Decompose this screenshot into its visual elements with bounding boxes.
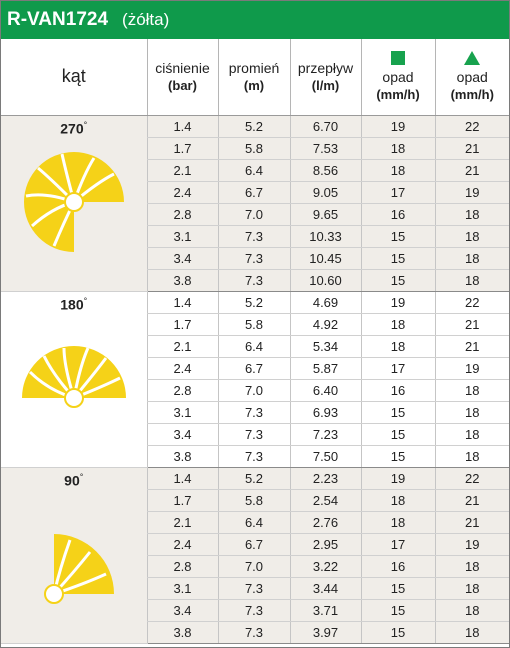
precip-triangle-cell: 21 <box>435 335 509 357</box>
precip-triangle-cell: 22 <box>435 115 509 137</box>
precip-square-cell: 15 <box>361 577 435 599</box>
pressure-cell: 2.8 <box>147 555 218 577</box>
radius-cell: 7.3 <box>218 225 290 247</box>
precip-triangle-cell: 18 <box>435 247 509 269</box>
precip-triangle-cell: 18 <box>435 379 509 401</box>
degree-symbol: ° <box>79 471 84 482</box>
radius-cell: 7.3 <box>218 445 290 467</box>
precip-triangle-cell: 21 <box>435 511 509 533</box>
radius-cell: 7.3 <box>218 577 290 599</box>
header-precip-square-label: opad <box>382 69 414 86</box>
radius-cell: 7.0 <box>218 555 290 577</box>
flow-cell: 3.71 <box>290 599 361 621</box>
header-precip-square-unit: (mm/h) <box>376 87 420 103</box>
degree-symbol: ° <box>83 295 88 306</box>
precip-square-cell: 18 <box>361 159 435 181</box>
pressure-cell: 3.8 <box>147 445 218 467</box>
pressure-cell: 1.7 <box>147 489 218 511</box>
radius-cell: 7.0 <box>218 203 290 225</box>
flow-cell: 2.23 <box>290 467 361 489</box>
precip-square-cell: 15 <box>361 401 435 423</box>
angle-cell <box>1 291 147 467</box>
flow-cell: 10.33 <box>290 225 361 247</box>
pressure-cell: 2.4 <box>147 357 218 379</box>
angle-cell <box>1 467 147 643</box>
pressure-cell: 1.4 <box>147 467 218 489</box>
radius-cell: 5.8 <box>218 313 290 335</box>
header-radius <box>218 39 290 115</box>
angle-label <box>1 472 147 489</box>
flow-cell: 2.54 <box>290 489 361 511</box>
table-body <box>1 115 509 643</box>
precip-square-cell: 18 <box>361 335 435 357</box>
angle-value: 270 <box>60 120 84 137</box>
degree-symbol: ° <box>83 119 88 130</box>
flow-cell: 3.97 <box>290 621 361 643</box>
flow-cell: 10.60 <box>290 269 361 291</box>
precip-square-cell: 15 <box>361 247 435 269</box>
radius-cell: 6.4 <box>218 335 290 357</box>
radius-cell: 5.2 <box>218 467 290 489</box>
angle-cell <box>1 115 147 291</box>
flow-cell: 4.92 <box>290 313 361 335</box>
table-row <box>1 467 509 489</box>
angle-label <box>1 296 147 313</box>
header-angle: kąt <box>1 39 147 115</box>
pressure-cell: 2.4 <box>147 533 218 555</box>
pressure-cell: 1.7 <box>147 313 218 335</box>
header-pressure-unit: (bar) <box>168 78 197 94</box>
precip-triangle-cell: 22 <box>435 467 509 489</box>
precip-triangle-cell: 18 <box>435 423 509 445</box>
precip-triangle-cell: 19 <box>435 181 509 203</box>
flow-cell: 4.69 <box>290 291 361 313</box>
flow-cell: 10.45 <box>290 247 361 269</box>
precip-triangle-cell: 21 <box>435 489 509 511</box>
pressure-cell: 2.8 <box>147 379 218 401</box>
pressure-cell: 2.1 <box>147 511 218 533</box>
angle-value: 180 <box>60 296 84 313</box>
header-row <box>1 39 509 115</box>
precip-triangle-cell: 18 <box>435 577 509 599</box>
triangle-marker-icon <box>464 51 480 65</box>
precip-square-cell: 16 <box>361 555 435 577</box>
radius-cell: 5.2 <box>218 291 290 313</box>
precip-triangle-cell: 21 <box>435 313 509 335</box>
precip-triangle-cell: 19 <box>435 357 509 379</box>
radius-cell: 6.7 <box>218 357 290 379</box>
pressure-cell: 3.4 <box>147 247 218 269</box>
pressure-cell: 2.1 <box>147 335 218 357</box>
precip-square-cell: 16 <box>361 203 435 225</box>
precip-triangle-cell: 18 <box>435 225 509 247</box>
radius-cell: 5.2 <box>218 115 290 137</box>
pressure-cell: 3.8 <box>147 621 218 643</box>
precip-square-cell: 15 <box>361 269 435 291</box>
radius-cell: 6.7 <box>218 181 290 203</box>
flow-cell: 3.22 <box>290 555 361 577</box>
color-note: (żółta) <box>122 10 170 29</box>
angle-label <box>1 120 147 137</box>
flow-cell: 7.50 <box>290 445 361 467</box>
radius-cell: 6.4 <box>218 159 290 181</box>
precip-square-cell: 16 <box>361 379 435 401</box>
precip-triangle-cell: 18 <box>435 599 509 621</box>
square-marker-icon <box>391 51 405 65</box>
header-flow-unit: (l/m) <box>311 78 340 94</box>
radius-cell: 7.3 <box>218 423 290 445</box>
pressure-cell: 3.4 <box>147 599 218 621</box>
radius-cell: 5.8 <box>218 489 290 511</box>
header-flow <box>290 39 361 115</box>
precip-square-cell: 15 <box>361 423 435 445</box>
precip-triangle-cell: 18 <box>435 621 509 643</box>
precip-triangle-cell: 18 <box>435 401 509 423</box>
nozzle-180-icon <box>14 318 134 438</box>
precip-square-cell: 18 <box>361 137 435 159</box>
pressure-cell: 3.1 <box>147 225 218 247</box>
flow-cell: 3.44 <box>290 577 361 599</box>
flow-cell: 5.87 <box>290 357 361 379</box>
precip-triangle-cell: 18 <box>435 203 509 225</box>
flow-cell: 8.56 <box>290 159 361 181</box>
table-row <box>1 115 509 137</box>
header-radius-unit: (m) <box>243 78 265 94</box>
radius-cell: 7.3 <box>218 621 290 643</box>
pressure-cell: 1.4 <box>147 115 218 137</box>
radius-cell: 5.8 <box>218 137 290 159</box>
radius-cell: 6.7 <box>218 533 290 555</box>
flow-cell: 9.05 <box>290 181 361 203</box>
radius-cell: 7.3 <box>218 599 290 621</box>
precip-square-cell: 19 <box>361 115 435 137</box>
radius-cell: 7.3 <box>218 401 290 423</box>
precip-square-cell: 15 <box>361 621 435 643</box>
nozzle-270-icon <box>14 142 134 262</box>
pressure-cell: 3.8 <box>147 269 218 291</box>
flow-cell: 6.40 <box>290 379 361 401</box>
flow-cell: 7.23 <box>290 423 361 445</box>
precip-triangle-cell: 18 <box>435 445 509 467</box>
precip-square-cell: 18 <box>361 511 435 533</box>
header-radius-label: promień <box>228 60 280 77</box>
precip-square-cell: 18 <box>361 489 435 511</box>
header-precip-triangle-label: opad <box>456 69 488 86</box>
nozzle-90-icon <box>14 494 134 614</box>
header-flow-label: przepływ <box>297 60 354 77</box>
performance-table <box>1 39 509 644</box>
precip-square-cell: 19 <box>361 291 435 313</box>
precip-square-cell: 15 <box>361 225 435 247</box>
precip-triangle-cell: 18 <box>435 555 509 577</box>
pressure-cell: 2.8 <box>147 203 218 225</box>
flow-cell: 7.53 <box>290 137 361 159</box>
pressure-cell: 3.4 <box>147 423 218 445</box>
pressure-cell: 3.1 <box>147 577 218 599</box>
pressure-cell: 3.1 <box>147 401 218 423</box>
radius-cell: 6.4 <box>218 511 290 533</box>
header-pressure <box>147 39 218 115</box>
flow-cell: 2.95 <box>290 533 361 555</box>
precip-square-cell: 17 <box>361 357 435 379</box>
precip-square-cell: 15 <box>361 599 435 621</box>
flow-cell: 9.65 <box>290 203 361 225</box>
pressure-cell: 2.4 <box>147 181 218 203</box>
table-row <box>1 291 509 313</box>
radius-cell: 7.3 <box>218 269 290 291</box>
precip-square-cell: 17 <box>361 533 435 555</box>
pressure-cell: 1.4 <box>147 291 218 313</box>
pressure-cell: 1.7 <box>147 137 218 159</box>
flow-cell: 2.76 <box>290 511 361 533</box>
flow-cell: 6.93 <box>290 401 361 423</box>
precip-square-cell: 17 <box>361 181 435 203</box>
header-precip-triangle-unit: (mm/h) <box>450 87 494 103</box>
precip-square-cell: 15 <box>361 445 435 467</box>
header-precip-square <box>361 39 435 115</box>
flow-cell: 5.34 <box>290 335 361 357</box>
header-pressure-label: ciśnienie <box>155 60 210 77</box>
precip-triangle-cell: 22 <box>435 291 509 313</box>
precip-square-cell: 18 <box>361 313 435 335</box>
precip-triangle-cell: 21 <box>435 159 509 181</box>
precip-triangle-cell: 21 <box>435 137 509 159</box>
pressure-cell: 2.1 <box>147 159 218 181</box>
precip-triangle-cell: 18 <box>435 269 509 291</box>
flow-cell: 6.70 <box>290 115 361 137</box>
radius-cell: 7.0 <box>218 379 290 401</box>
precip-triangle-cell: 19 <box>435 533 509 555</box>
model-name: R-VAN1724 <box>7 9 109 30</box>
angle-value: 90 <box>64 472 80 489</box>
precip-square-cell: 19 <box>361 467 435 489</box>
radius-cell: 7.3 <box>218 247 290 269</box>
header-precip-triangle <box>435 39 509 115</box>
title-bar <box>1 1 509 39</box>
